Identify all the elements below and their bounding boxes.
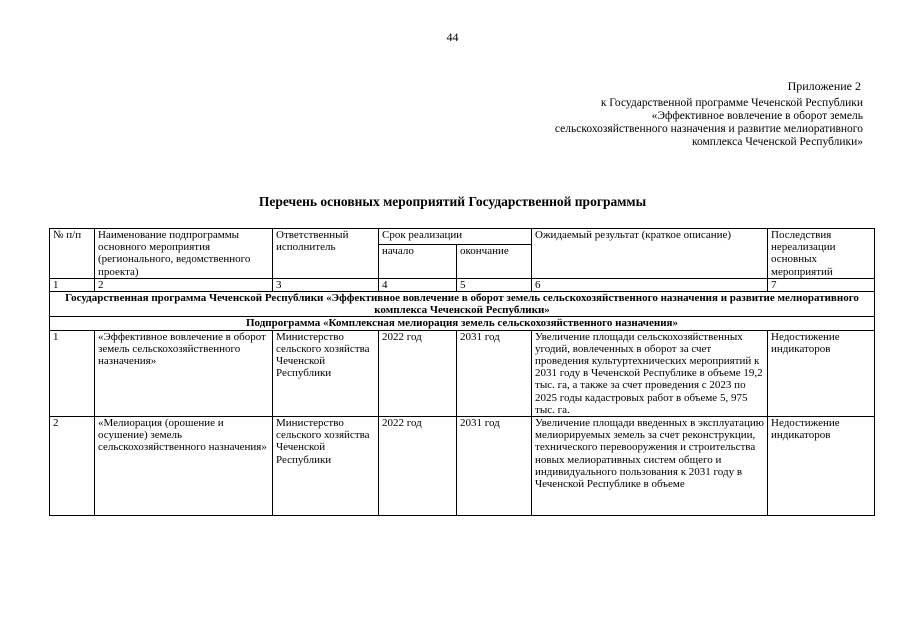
row-start: 2022 год xyxy=(379,417,457,516)
appendix-line: сельскохозяйственного назначения и развитие мелиоративного xyxy=(554,123,863,135)
header-num: № п/п xyxy=(50,229,95,279)
row-end: 2031 год xyxy=(457,330,532,416)
program-title: Государственная программа Чеченской Республики «Эффективное вовлечение в оборот земель сельскохозяйственного назначения и развитие мелиоративного комплекса Чеченской Республики» xyxy=(50,292,875,317)
column-number: 4 xyxy=(379,278,457,291)
appendix-line: к Государственной программе Чеченской Республики xyxy=(600,97,863,109)
row-start: 2022 год xyxy=(379,330,457,416)
subprogram-title: Подпрограмма «Комплексная мелиорация земель сельскохозяйственного назначения» xyxy=(50,317,875,330)
header-name: Наименование подпрограммы основного мероприятия (регионального, ведомственного проекта) xyxy=(95,229,273,279)
appendix-reference xyxy=(555,97,863,149)
appendix-title: Приложение 2 xyxy=(787,79,861,93)
header-executor: Ответственный исполнитель xyxy=(273,229,379,279)
page-number: 44 xyxy=(446,30,459,44)
measures-table xyxy=(49,228,875,516)
column-numbers-row xyxy=(50,278,875,291)
column-number: 6 xyxy=(532,278,768,291)
row-consequences: Недостижение индикаторов xyxy=(768,330,875,416)
header-period: Срок реализации xyxy=(379,229,532,245)
row-consequences: Недостижение индикаторов xyxy=(768,417,875,516)
header-end: окончание xyxy=(457,244,532,278)
column-number: 2 xyxy=(95,278,273,291)
appendix-line: «Эффективное вовлечение в оборот земель xyxy=(651,110,863,122)
row-name: «Эффективное вовлечение в оборот земель сельскохозяйственного назначения» xyxy=(95,330,273,416)
row-num: 2 xyxy=(50,417,95,516)
table-row xyxy=(50,330,875,416)
header-consequences: Последствия нереализации основных мероприятий xyxy=(768,229,875,279)
appendix-line: комплекса Чеченской Республики» xyxy=(692,136,863,148)
column-number: 3 xyxy=(273,278,379,291)
row-result: Увеличение площади введенных в эксплуатацию мелиорируемых земель за счет реконструкции, технического перевооружения и строительства новых мелиоративных систем общего и индивидуального пользования к 2031 году в Чеченской Республике в объеме xyxy=(532,417,768,516)
program-row xyxy=(50,292,875,317)
row-end: 2031 год xyxy=(457,417,532,516)
row-name: «Мелиорация (орошение и осушение) земель сельскохозяйственного назначения» xyxy=(95,417,273,516)
header-start: начало xyxy=(379,244,457,278)
column-number: 5 xyxy=(457,278,532,291)
table-row xyxy=(50,417,875,516)
column-number: 7 xyxy=(768,278,875,291)
column-number: 1 xyxy=(50,278,95,291)
row-num: 1 xyxy=(50,330,95,416)
row-result: Увеличение площади сельскохозяйственных угодий, вовлеченных в оборот за счет проведения культуртехнических мероприятий к 2031 году в Чеченской Республике в объеме 19,2 тыс. га, а также за счет проведения с 2023 по 2025 годы кадастровых работ в объеме 5, 975 тыс. га. xyxy=(532,330,768,416)
header-row xyxy=(50,229,875,245)
header-result: Ожидаемый результат (краткое описание) xyxy=(532,229,768,279)
document-title: Перечень основных мероприятий Государственной программы xyxy=(258,194,647,209)
row-executor: Министерство сельского хозяйства Чеченской Республики xyxy=(273,330,379,416)
row-executor: Министерство сельского хозяйства Чеченской Республики xyxy=(273,417,379,516)
subprogram-row xyxy=(50,317,875,330)
